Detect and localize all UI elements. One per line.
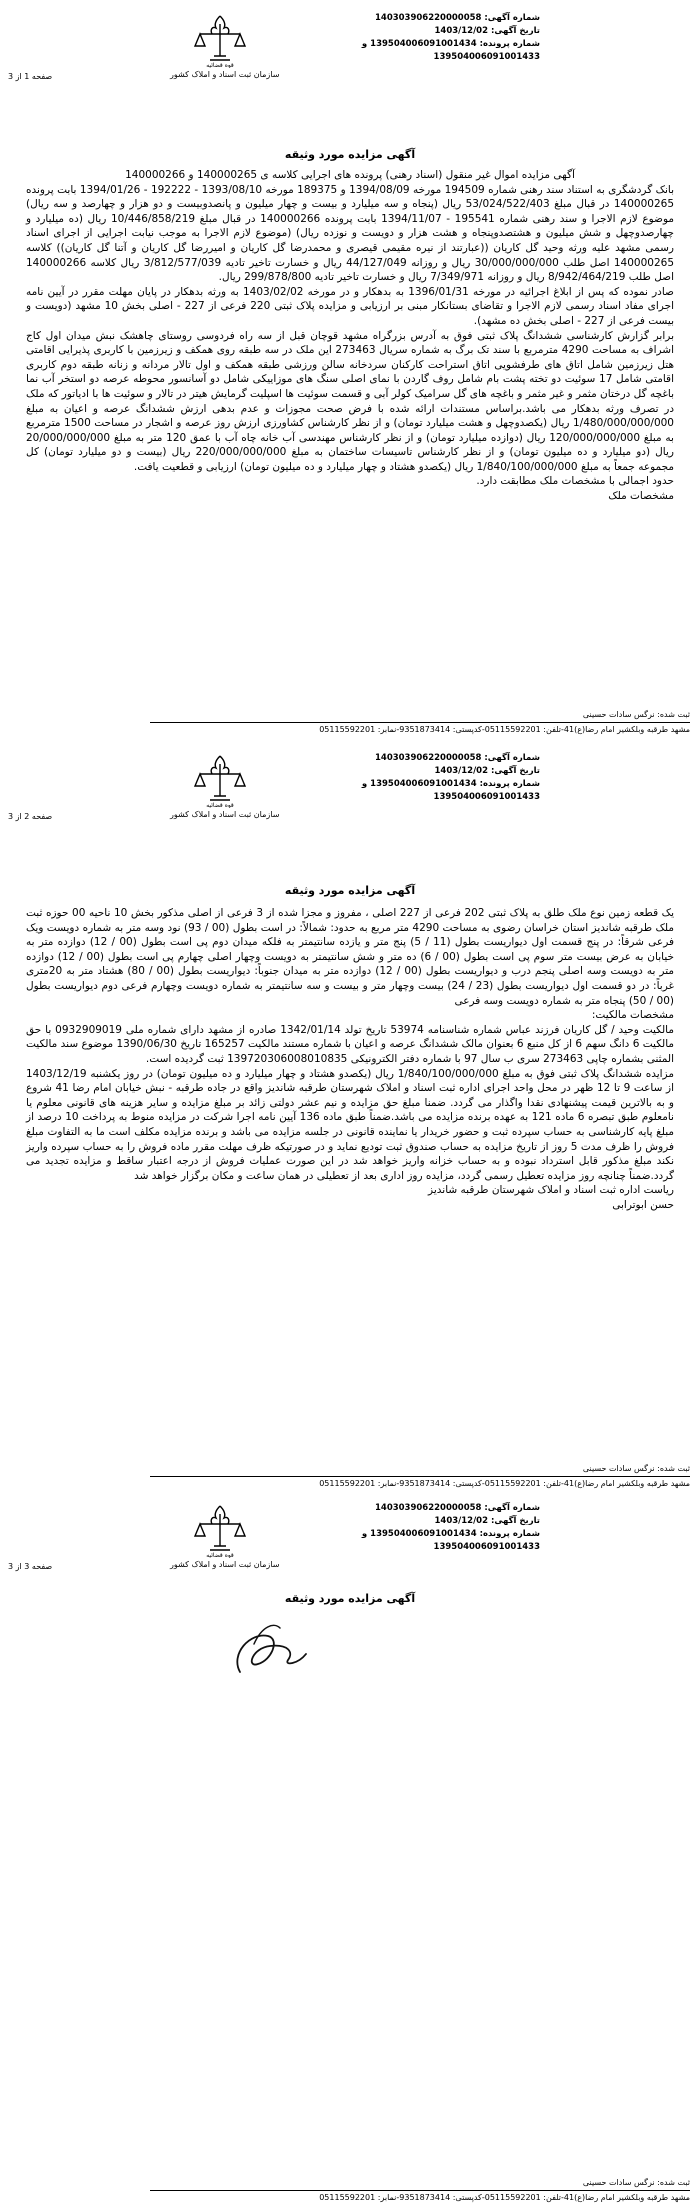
page-2 — [0, 742, 700, 1492]
notice-meta — [330, 12, 540, 64]
paragraph: مزایده ششدانگ پلاک ثبتی فوق به مبلغ 1/840/100/000/000 ریال (یکصدو هشتاد و چهار میلیارد و ده میلیون تومان) در روز یکشنبه 1403/12/19 از ساعت 9 تا 12 ظهر در محل واحد اجرای اداره ثبت اسناد و املاک شهرستان طرقبه شاندیز واقع در جاده طرقبه - نبش خیابان امام رضا 41 شروع و به بالاترین قیمت پیشنهادی نقدا واگذار می گردد. ضمنا مبلغ حق مزایده و نیم عشر دولتی زائد بر مبلغ مزایده و سایر هزینه های قانونی معلوم یا نامعلوم طبق تبصره 6 ماده 121 به عهده برنده مزایده می باشد.ضمناً طبق ماده 136 آیین نامه اجرا شرکت در مزایده منوط به پرداخت 10 درصد از مبلغ پایه کارشناسی به حساب سپرده ثبت و حضور خریدار یا نماینده قانونی در جلسه مزایده می باشد و برنده مزایده مکلف است ما به التفاوت مبلغ فروش را ظرف مدت 5 روز از تاریخ مزایده به حساب صندوق ثبت تودیع نماید و در صورتیکه ظرف مهلت مقرر ماده فروش را به حساب سپرده واریز نکند مبلغ مذکور قابل استرداد نبوده و به حساب خزانه واریز خواهد شد در این صورت عملیات فروش از درجه اعتبار ساقط و مزایده تجدید می گردد.ضمناً چنانچه روز مزایده تعطیل رسمی گردد، مزایده روز اداری بعد از تعطیلی در همان ساعت و مکان برگزار خواهد شد — [26, 1067, 674, 1182]
emblem-motto: قوه قضائیه — [206, 802, 234, 808]
scales-emblem-icon — [190, 1500, 250, 1558]
footer-registrar: ثبت شده: نرگس سادات حسینی — [582, 710, 690, 719]
judiciary-emblem — [170, 10, 280, 79]
paragraph: برابر گزارش کارشناسی ششدانگ پلاک ثبتی فوق به آدرس بزرگراه مشهد قوچان قبل از سه راه فردوسی روستای چاهشک نبش میدان اول کاج اشراف به مساحت 4290 مترمربع با سند تک برگ به شماره سریال 273463 این ملک در سه طبقه روی همکف و زیرزمین با کاربری پذیرایی اقامتی هتل زیرزمین شامل اتاق های طرفشویی اتاق استراحت کارکنان سردخانه سالن ورزشی طبقه همکف و اول تالار مردانه و زنانه طبقه دوم کاربری اقامتی شامل 17 سوئیت دو تخته پشت بام شامل روف گاردن با نمای اصلی سنگ های موزاییکی شامل دو آسانسور محوطه عرصه دو استخر آب نما باغچه گل درختان مثمر و غیر مثمر و باغچه های گل سرامیک کولر آبی و قسمت سوئیت ها اسپلیت گرمایش هیتر در تالار و سوئیت ها با ادیاتور که ملک در تصرف ورثه بدهکار می باشد.براساس مستندات ارائه شده با فرض صحت مجوزات و عدم بدهی ارزش ششدانگ عرصه و اعیان به مبلغ 1/480/000/000/000 ریال (یکصدوچهل و هشت میلیارد تومان) و از نظر کارشناس کشاورزی ارزش روز عرصه و اشجار در مساحت 1500 مترمربع به مبلغ 120/000/000/000 ریال (دوازده میلیارد تومان) و از نظر کارشناس مهندسی آب خانه چاه آب با عمق 120 متر به مبلغ 20/000/000/000 ریال (دو میلیارد و ده میلیون تومان) و از نظر کارشناس تاسیسات ساختمان به مبلغ 220/000/000/000 ریال (بیست و دو میلیارد تومان) کل مجموعه جمعاً به مبلغ 1/840/100/000/000 ریال (یکصدو هشتاد و چهار میلیارد و ده میلیون تومان) ارزیابی و قطعیت یافت. — [26, 329, 674, 473]
case-number-2: 139504006091001433 — [433, 792, 540, 802]
org-name: سازمان ثبت اسناد و املاک کشور — [170, 810, 280, 819]
org-name: سازمان ثبت اسناد و املاک کشور — [170, 70, 280, 79]
footer-registrar: ثبت شده: نرگس سادات حسینی — [582, 2178, 690, 2187]
org-name: سازمان ثبت اسناد و املاک کشور — [170, 1560, 280, 1569]
section-label: مشخصات مالکیت: — [591, 1009, 674, 1022]
paragraph: یک قطعه زمین نوع ملک طلق به پلاک ثبتی 202 فرعی از 227 اصلی ، مفروز و مجزا شده از 3 فرعی از اصلی مذکور بخش 10 ناحیه 00 حوزه ثبت ملک طرقبه شاندیز استان خراسان رضوی به مساحت 4290 متر مربع به حدود: شمالاً: در است بطول (00 / 93) نود وسه متر به شماره دویست ویک فرعی شرقاً: در پنج قسمت اول دیواریست بطول (11 / 5) پنج متر و یازده سانتیمتر به فلکه میدان دوم پی است بطول (00 / 12) دوازده متر به خیابان به عرض بیست متر سوم پی است بطول (00 / 6) ده متر و شش سانتیمتر به دویست وچهار اصلی چهارم پی است بطول (00 / 12) دوازده متر به دویست وسه اصلی پنجم درب و دیواریست بطول (00 / 12) دوازده متر به میدان جنوباً: دیواریست بطول (00 / 80) هشتاد متر به 20متری غرباً: در دو قسمت اول دیواریست بطول (23 / 24) بیست وچهار متر و بیست و سه سانتیمتر به شماره دویست وچهارم فرعی دوم دیواریست بطول (00 / 50) پنجاه متر به شماره دویست وسه فرعی — [26, 907, 675, 1007]
footer-divider — [150, 2190, 690, 2191]
notice-date: تاریخ آگهی: 1403/12/02 — [434, 1516, 540, 1526]
emblem-motto: قوه قضائیه — [206, 1552, 234, 1558]
notice-body — [26, 906, 674, 1212]
judiciary-emblem — [170, 1500, 280, 1569]
page-number: صفحه 3 از 3 — [8, 1562, 53, 1571]
footer-registrar: ثبت شده: نرگس سادات حسینی — [582, 1464, 690, 1473]
footer-address: مشهد طرقبه وبلکشیر امام رضا(ع)41-تلفن: 05115592201-کدپستی: 9351873414-نمابر: 05115592201 — [319, 1479, 690, 1488]
footer-address: مشهد طرقبه وبلکشیر امام رضا(ع)41-تلفن: 05115592201-کدپستی: 9351873414-نمابر: 05115592201 — [319, 2193, 690, 2202]
notice-meta — [330, 1502, 540, 1554]
notice-body — [26, 168, 674, 504]
notice-number: شماره آگهی: 140303906220000058 — [374, 1503, 540, 1513]
notice-date: تاریخ آگهی: 1403/12/02 — [434, 26, 540, 36]
notice-number: شماره آگهی: 140303906220000058 — [374, 13, 540, 23]
section-label: مشخصات ملک — [608, 490, 674, 503]
case-number: شماره پرونده: 139504006091001434 و — [361, 779, 540, 789]
notice-title: آگهی مزایده مورد وثیقه — [284, 148, 416, 161]
handwritten-signature — [210, 1614, 320, 1684]
scales-emblem-icon — [190, 750, 250, 808]
page-number: صفحه 1 از 3 — [8, 72, 53, 81]
notice-title: آگهی مزایده مورد وثیقه — [284, 884, 416, 897]
notice-subject: آگهی مزایده اموال غیر منقول (اسناد رهنی) پرونده های اجرایی کلاسه ی 140000265 و 140000266 — [125, 169, 575, 181]
judiciary-emblem — [170, 750, 280, 819]
notice-title: آگهی مزایده مورد وثیقه — [284, 1592, 416, 1605]
paragraph: مالکیت وحید / گل کاریان فرزند عباس شماره شناسنامه 53974 تاریخ تولد 1342/01/14 صادره از مشهد دارای شماره ملی 0932909019 با حق مالکیت 6 دانگ سهم 6 از کل منبع 6 بعنوان مالک ششدانگ عرصه و اعیان با شماره مستند مالکیت 165257 تاریخ 1390/06/30 موضوع سند مالکیت المثنی بشماره چاپی 273463 سری ب سال 97 با شماره دفتر الکترونیکی 139720306008010835 ثبت گردیده است. — [26, 1023, 675, 1065]
footer-address: مشهد طرقبه وبلکشیر امام رضا(ع)41-تلفن: 05115592201-کدپستی: 9351873414-نمابر: 05115592201 — [319, 725, 690, 734]
notice-number: شماره آگهی: 140303906220000058 — [374, 753, 540, 763]
signatory-title: ریاست اداره ثبت اسناد و املاک شهرستان طرقبه شاندیز — [428, 1184, 674, 1197]
notice-meta — [330, 752, 540, 804]
signatory-name: حسن ابوترابی — [612, 1198, 674, 1211]
footer-divider — [150, 722, 690, 723]
paragraph: حدود اجمالی با مشخصات ملک مطابقت دارد. — [476, 475, 674, 488]
case-number-2: 139504006091001433 — [433, 52, 540, 62]
notice-date: تاریخ آگهی: 1403/12/02 — [434, 766, 540, 776]
emblem-motto: قوه قضائیه — [206, 62, 234, 68]
paragraph: بانک گردشگری به استناد سند رهنی شماره 194509 مورخه 1394/08/09 و 189375 مورخه 1393/08/10 - 192222 - 1394/01/26 بابت پرونده 140000265 در قبال مبلغ 53/024/522/403 ریال (پنجاه و سه میلیارد و بیست و چهار میلیون و پانصدوبیست و دو هزار و چهارصد و سه ریال) موضوع لازم الاجرا و سند رهنی شماره 195541 - 1394/11/07 بابت پرونده 140000266 در قبال مبلغ 10/446/858/219 ریال (ده میلیارد و چهارصدوچهل و شش میلیون و هشتصدوپنجاه و هشت هزار و دویست و نوزده ریال) (موضوع لازم الاجرا به موجب نیابت اجرایی از اجرای اسناد رسمی مشهد علیه ورثه وحید گل کاریان ((عبارتند از نیره مقیمی قیصری و محمدرضا گل کاریان و امیررضا گل کاریان و آتنا گل کاریان)) کلاسه 140000265 اصل طلب 30/000/000/000 ریال و روزانه 44/127/049 ریال و خسارت تاخیر تادیه 3/812/577/039 ریال کلاسه 140000266 اصل طلب 8/942/464/219 ریال و روزانه 7/349/971 ریال و خسارت تاخیر تادیه 299/878/800 ریال. — [26, 183, 675, 284]
case-number-2: 139504006091001433 — [433, 1542, 540, 1552]
case-number: شماره پرونده: 139504006091001434 و — [361, 39, 540, 49]
footer-divider — [150, 1476, 690, 1477]
paragraph: صادر نموده که پس از ابلاغ اجرائیه در مورخه 1396/01/31 به بدهکار و در مورخه 1403/02/02 به ورثه بدهکار در پایان مهلت مقرر در آیین نامه اجرای مفاد اسناد رسمی لازم الاجرا و تقاضای بستانکار مبنی بر ارزیابی و مزایده پلاک ثبتی 220 فرعی از 227 - اصلی بخش 10 مشهد (دویست و بیست فرعی از 227 - اصلی بخش ده مشهد). — [26, 285, 674, 327]
page-number: صفحه 2 از 3 — [8, 812, 53, 821]
page-1 — [0, 0, 700, 740]
case-number: شماره پرونده: 139504006091001434 و — [361, 1529, 540, 1539]
scales-emblem-icon — [190, 10, 250, 68]
page-3 — [0, 1496, 700, 2206]
